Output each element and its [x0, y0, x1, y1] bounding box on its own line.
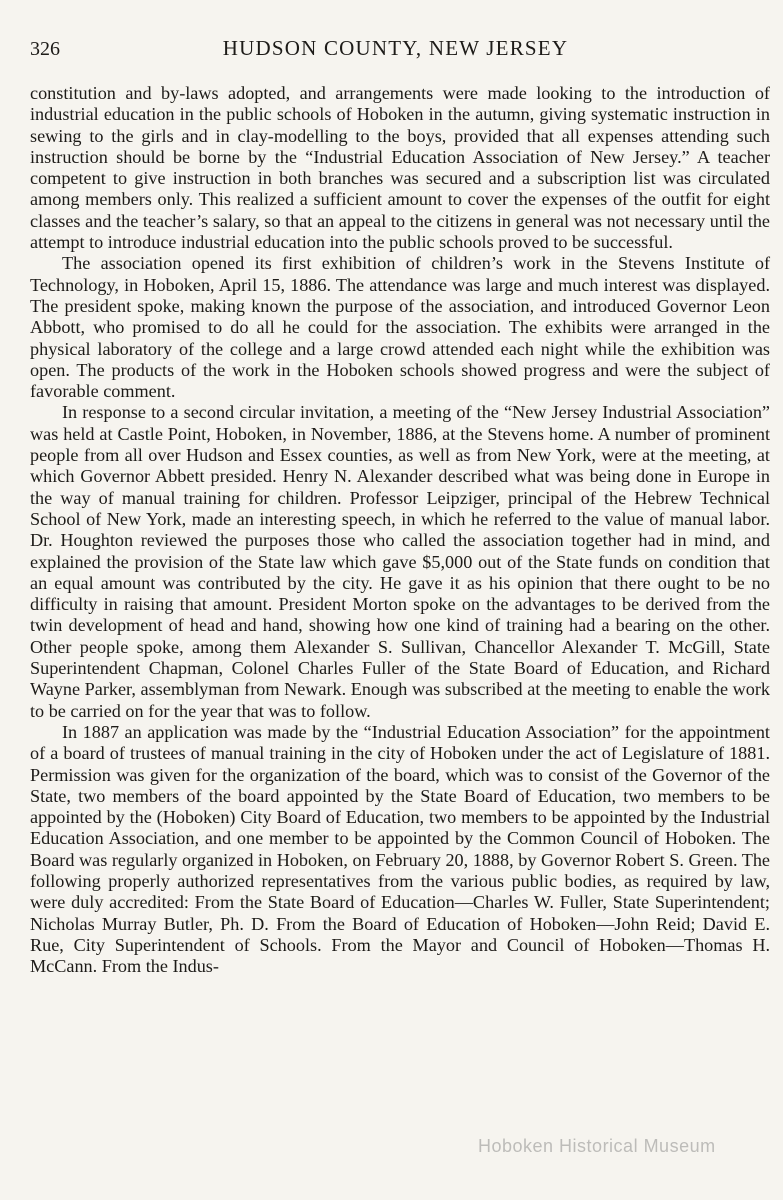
body-text	[30, 83, 770, 977]
page-number: 326	[30, 38, 60, 60]
paragraph: In 1887 an application was made by the “Industrial Education Association” for the appointment of a board of trustees of manual training in the city of Hoboken under the act of Legislature of 1881. Permission was given for the organization of the board, which was to consist of the Governor of the State, two members of the board appointed by the State Board of Education, two members to be appointed by the (Hoboken) City Board of Education, two members to be appointed by the Industrial Education Association, and one member to be appointed by the Common Council of Hoboken. The Board was regularly organized in Hoboken, on February 20, 1888, by Governor Robert S. Green. The following properly authorized representatives from the various public bodies, as required by law, were duly accredited: From the State Board of Education—Charles W. Fuller, State Superintendent; Nicholas Murray Butler, Ph. D. From the Board of Education of Hoboken—John Reid; David E. Rue, City Superintendent of Schools. From the Mayor and Council of Hoboken—Thomas H. McCann. From the Indus-	[30, 721, 770, 977]
page-header	[28, 34, 763, 64]
watermark: Hoboken Historical Museum	[478, 1136, 716, 1156]
running-head: HUDSON COUNTY, NEW JERSEY	[222, 36, 569, 60]
paragraph: In response to a second circular invitation, a meeting of the “New Jersey Industrial Association” was held at Castle Point, Hoboken, in November, 1886, at the Stevens home. A number of prominent people from all over Hudson and Essex counties, as well as from New York, were at the meeting, at which Governor Abbett presided. Henry N. Alexander described what was being done in Europe in the way of manual training for children. Professor Leipziger, principal of the Hebrew Technical School of New York, made an interesting speech, in which he referred to the value of manual labor. Dr. Houghton reviewed the purposes those who called the association together had in mind, and explained the provision of the State law which gave $5,000 out of the State funds on condition that an equal amount was contributed by the city. He gave it as his opinion that there ought to be no difficulty in raising that amount. President Morton spoke on the advantages to be derived from the twin development of head and hand, showing how one kind of training had a bearing on the other. Other people spoke, among them Alexander S. Sullivan, Chancellor Alexander T. McGill, State Superintendent Chapman, Colonel Charles Fuller of the State Board of Education, and Richard Wayne Parker, assemblyman from Newark. Enough was subscribed at the meeting to enable the work to be carried on for the year that was to follow.	[30, 402, 770, 721]
paragraph: The association opened its first exhibition of children’s work in the Stevens Institute of Technology, in Hoboken, April 15, 1886. The attendance was large and much interest was displayed. The president spoke, making known the purpose of the association, and introduced Governor Leon Abbott, who promised to do all he could for the association. The exhibits were arranged in the physical laboratory of the college and a large crowd attended each night while the exhibition was open. The products of the work in the Hoboken schools showed progress and were the subject of favorable comment.	[30, 253, 770, 402]
paragraph-continued: constitution and by-laws adopted, and arrangements were made looking to the introduction of industrial education in the public schools of Hoboken in the autumn, giving systematic instruction in sewing to the girls and in clay-modelling to the boys, provided that all expenses attending such instruction should be borne by the “Industrial Education Association of New Jersey.” A teacher competent to give instruction in both branches was secured and a subscription list was circulated among members only. This realized a sufficient amount to cover the expenses of the outfit for eight classes and the teacher’s salary, so that an appeal to the citizens in general was not necessary until the attempt to introduce industrial education into the public schools proved to be successful.	[30, 83, 770, 253]
